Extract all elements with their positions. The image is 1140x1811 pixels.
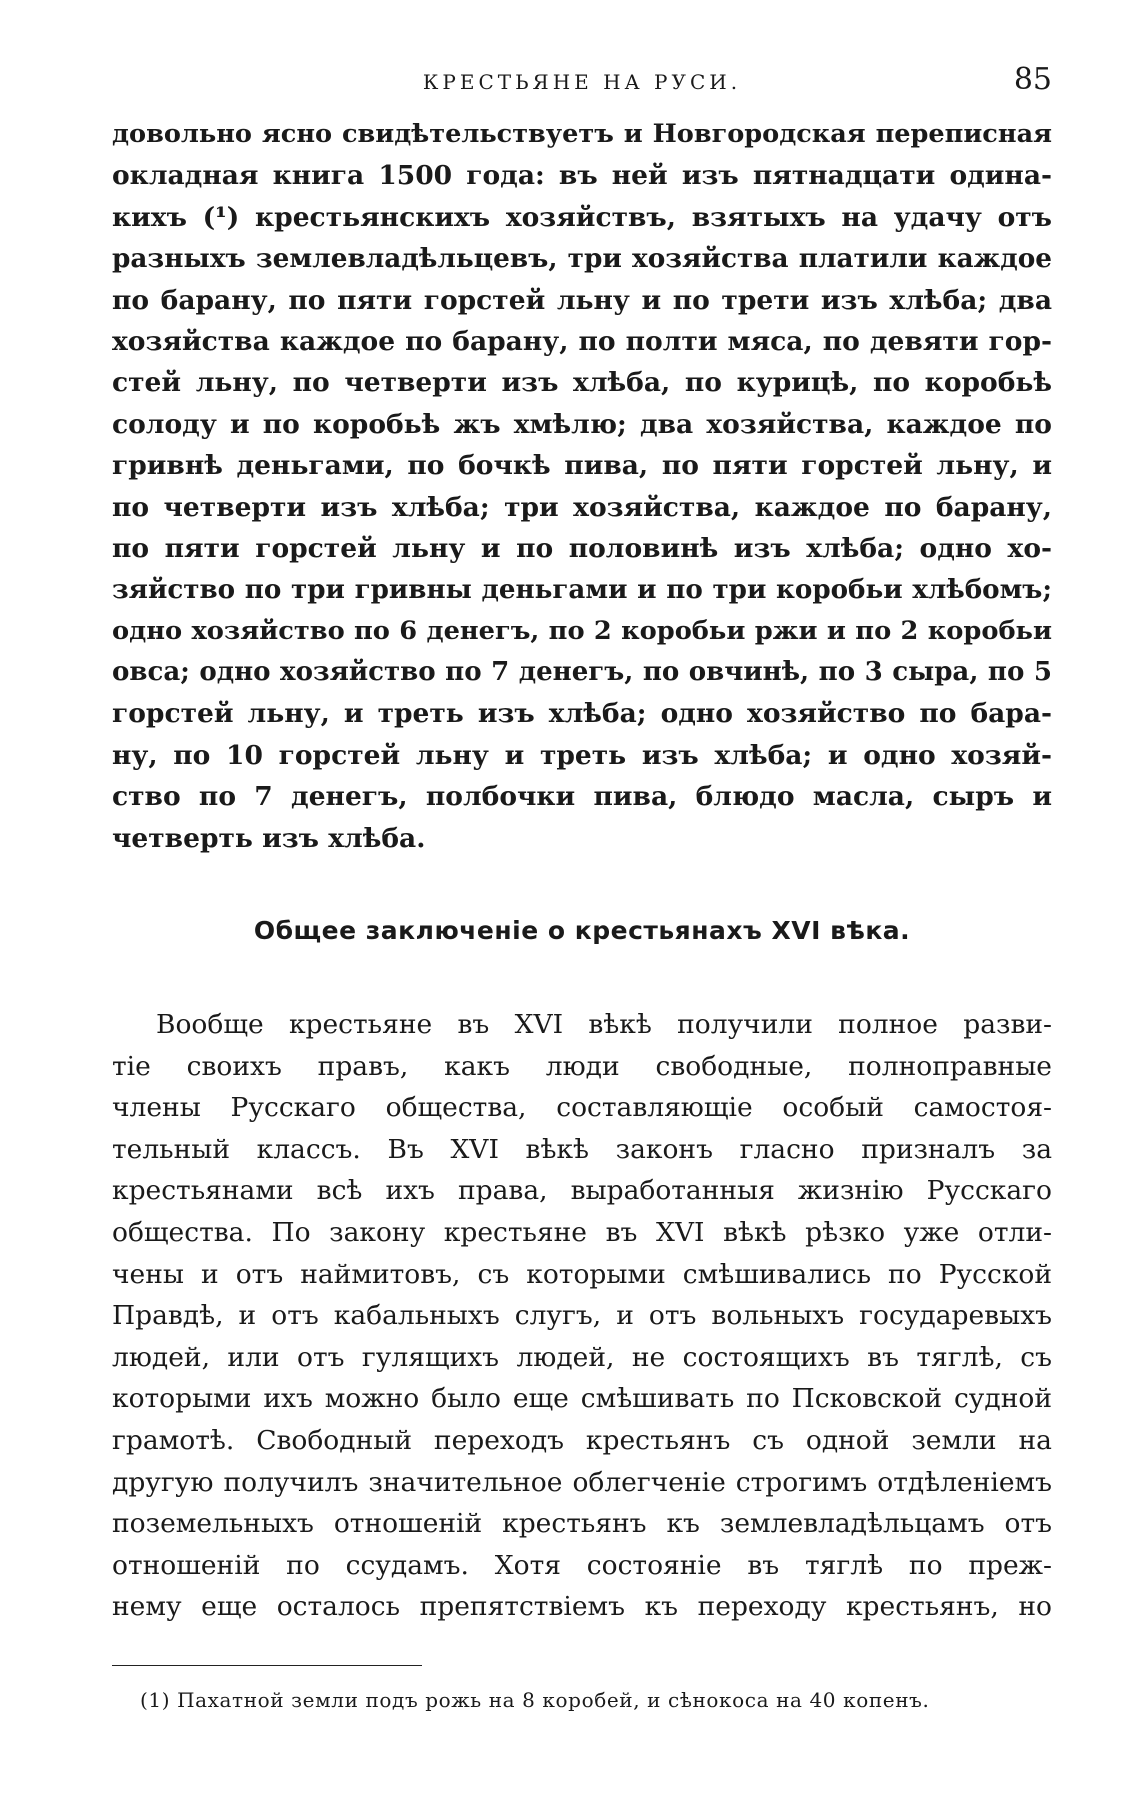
text-line: стей льну, по четверти изъ хлѣба, по курицѣ, по коробьѣ — [112, 367, 1052, 399]
section-heading: Общее заключеніе о крестьянахъ XVI вѣка. — [253, 916, 911, 945]
text-line: крестьянами всѣ ихъ права, выработанныя жизнію Русскаго — [112, 1175, 1052, 1207]
text-line: кихъ (¹) крестьянскихъ хозяйствъ, взятыхъ на удачу отъ — [112, 201, 1052, 233]
text-line: хозяйства каждое по барану, по полти мяса, по девяти гор- — [112, 325, 1052, 357]
text-line: по барану, по пяти горстей льну и по трети изъ хлѣба; два — [112, 284, 1052, 316]
text-line: по пяти горстей льну и по половинѣ изъ хлѣба; одно хо- — [112, 532, 1052, 564]
text-line: овса; одно хозяйство по 7 денегъ, по овчинѣ, по 3 сыра, по 5 — [112, 657, 1052, 688]
text-line: одно хозяйство по 6 денегъ, по 2 коробьи ржи и по 2 коробьи — [112, 615, 1052, 646]
text-line: отношеній по ссудамъ. Хотя состояніе въ тяглѣ по преж- — [112, 1549, 1052, 1581]
text-line: людей, или отъ гулящихъ людей, не состоящихъ въ тяглѣ, съ — [112, 1341, 1052, 1373]
text-line: разныхъ землевладѣльцевъ, три хозяйства платили каждое — [112, 243, 1052, 275]
text-line: горстей льну, и треть изъ хлѣба; одно хозяйство по бара- — [112, 698, 1052, 730]
text-line: по четверти изъ хлѣба; три хозяйства, каждое по барану, — [112, 491, 1052, 523]
paragraph-continued — [112, 114, 1052, 859]
text-line: грамотѣ. Свободный переходъ крестьянъ съ одной земли на — [112, 1424, 1052, 1456]
page-number: 85 — [1013, 62, 1052, 97]
text-line: солоду и по коробьѣ жъ хмѣлю; два хозяйства, каждое по — [112, 408, 1052, 440]
text-line: четверть изъ хлѣба. — [112, 822, 426, 854]
text-line: Вообще крестьяне въ XVI вѣкѣ получили полное разви- — [156, 1009, 1052, 1040]
text-line: окладная книга 1500 года: въ ней изъ пятнадцати одина- — [112, 160, 1052, 192]
text-line: другую получилъ значительное облегченіе строгимъ отдѣленіемъ — [112, 1466, 1052, 1498]
text-line: ство по 7 денегъ, полбочки пива, блюдо масла, сыръ и — [112, 781, 1052, 813]
text-line: Правдѣ, и отъ кабальныхъ слугъ, и отъ вольныхъ государевыхъ — [112, 1300, 1052, 1332]
text-line: зяйство по три гривны деньгами и по три коробьи хлѣбомъ; — [112, 574, 1052, 606]
running-title: КРЕСТЬЯНЕ НА РУСИ. — [422, 70, 742, 94]
paragraph-conclusion — [112, 1004, 1052, 1628]
footnote: (1) Пахатной земли подъ рожь на 8 коробей, и сѣнокоса на 40 копенъ. — [140, 1688, 930, 1712]
text-line: чены и отъ наймитовъ, съ которыми смѣшивались по Русской — [112, 1258, 1052, 1290]
text-line: тельный классъ. Въ XVI вѣкѣ законъ гласно призналъ за — [112, 1133, 1052, 1165]
text-line: тіе своихъ правъ, какъ люди свободные, полноправные — [112, 1050, 1052, 1082]
text-line: члены Русскаго общества, составляющіе особый самостоя- — [112, 1092, 1052, 1124]
footnote-divider — [112, 1665, 422, 1666]
text-line: общества. По закону крестьяне въ XVI вѣкѣ рѣзко уже отли- — [112, 1216, 1052, 1248]
text-line: ну, по 10 горстей льну и треть изъ хлѣба; и одно хозяй- — [112, 739, 1052, 771]
running-head — [112, 62, 1052, 102]
text-line: довольно ясно свидѣтельствуетъ и Новгородская переписная — [112, 119, 1052, 149]
text-line: которыми ихъ можно было еще смѣшивать по Псковской судной — [112, 1383, 1052, 1415]
text-line: нему еще осталось препятствіемъ къ переходу крестьянъ, но — [112, 1591, 1052, 1623]
text-line: гривнѣ деньгами, по бочкѣ пива, по пяти горстей льну, и — [112, 450, 1052, 482]
text-line: поземельныхъ отношеній крестьянъ къ землевладѣльцамъ отъ — [112, 1508, 1052, 1540]
